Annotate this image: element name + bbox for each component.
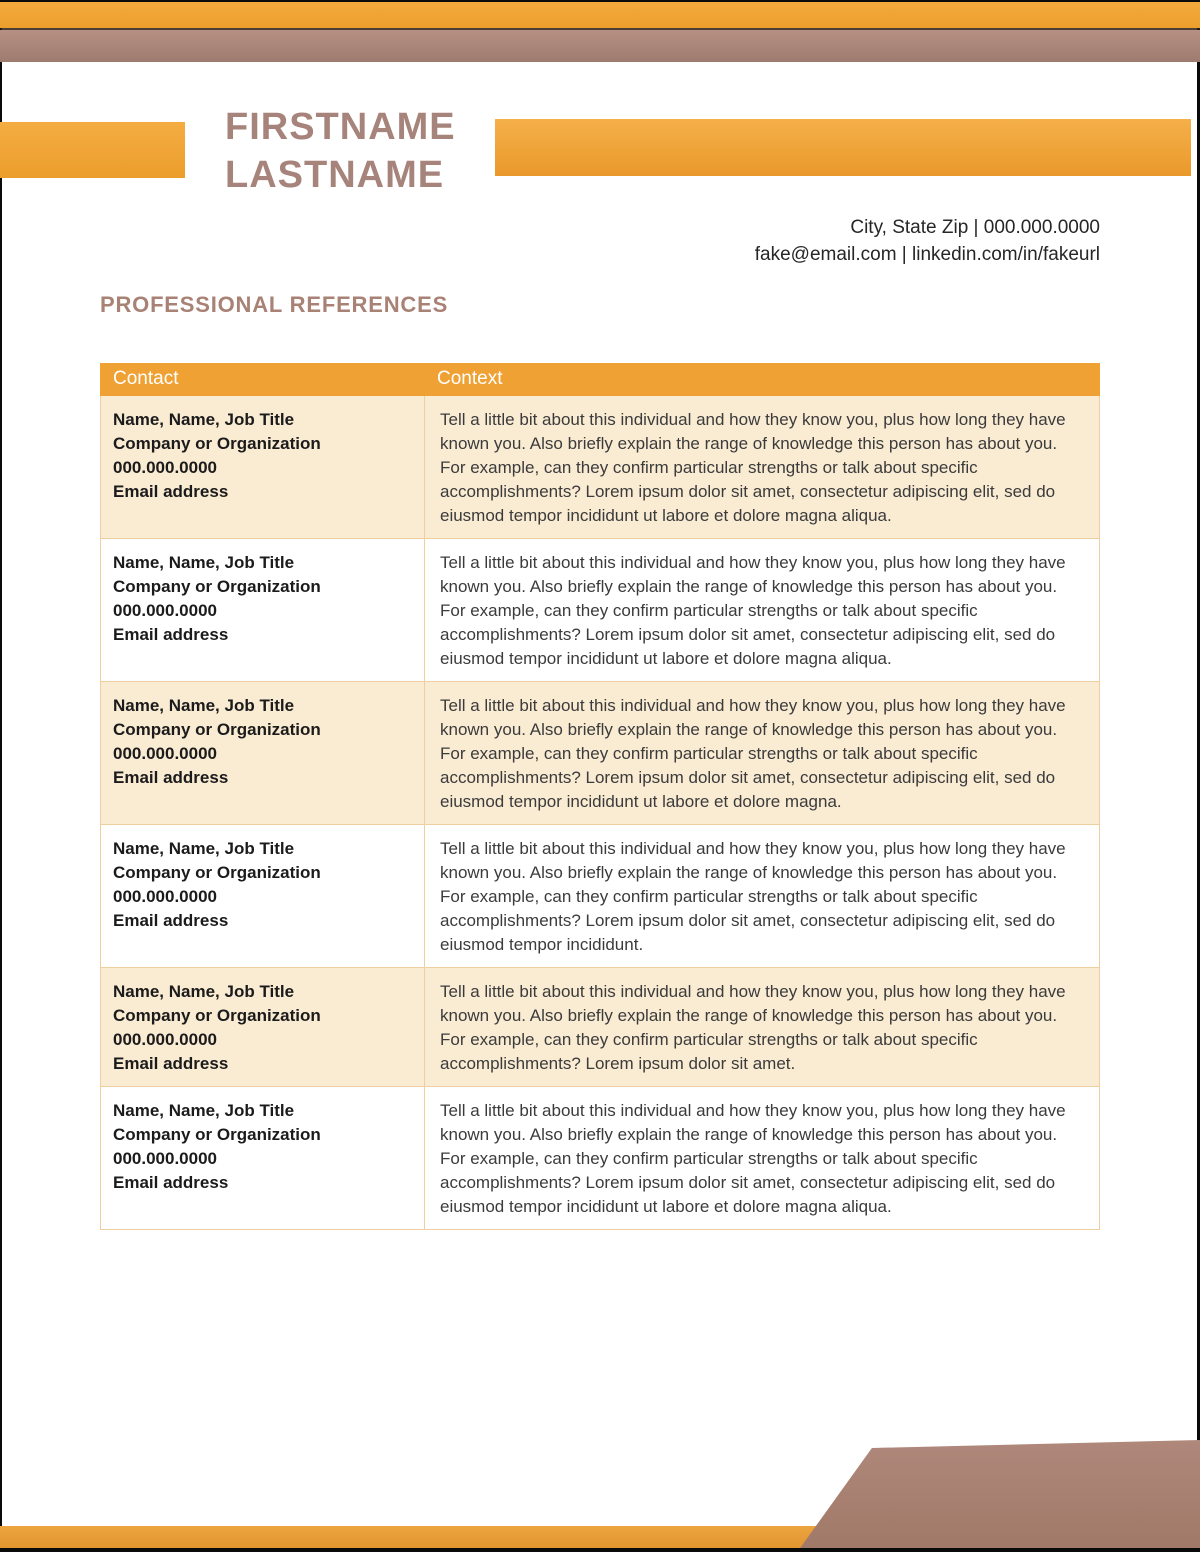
name-left-accent-bar xyxy=(0,122,185,178)
references-table xyxy=(100,363,1100,1230)
contact-cell xyxy=(101,396,425,539)
contact-line: Email address xyxy=(113,482,229,501)
contact-line: Name, Name, Job Title xyxy=(113,839,295,858)
column-header-context: Context xyxy=(425,364,1100,396)
name-right-accent-bar xyxy=(495,119,1191,176)
table-row xyxy=(101,539,1100,682)
contact-cell xyxy=(101,682,425,825)
context-cell: Tell a little bit about this individual and how they know you, plus how long they have known you. Also briefly explain the range of knowledge this person has about you. For example, can they confirm particular strengths or talk about specific accomplishments? Lorem ipsum dolor sit amet, consectetur adipiscing elit, sed do eiusmod tempor incididunt. xyxy=(425,825,1100,968)
contact-line: Name, Name, Job Title xyxy=(113,1101,295,1120)
contact-line: 000.000.0000 xyxy=(113,887,217,906)
table-row xyxy=(101,1087,1100,1230)
contact-line: 000.000.0000 xyxy=(113,601,217,620)
contact-line: 000.000.0000 xyxy=(113,1030,217,1049)
top-orange-bar xyxy=(0,2,1200,28)
context-cell: Tell a little bit about this individual and how they know you, plus how long they have known you. Also briefly explain the range of knowledge this person has about you. For example, can they confirm particular strengths or talk about specific accomplishments? Lorem ipsum dolor sit amet, consectetur adipiscing elit, sed do eiusmod tempor incididunt ut labore et dolore magna aliqua. xyxy=(425,396,1100,539)
table-row xyxy=(101,825,1100,968)
contact-line: 000.000.0000 xyxy=(113,744,217,763)
top-mauve-bar xyxy=(0,30,1200,62)
contact-info xyxy=(755,214,1100,268)
column-header-contact: Contact xyxy=(101,364,425,396)
contact-line: 000.000.0000 xyxy=(113,1149,217,1168)
context-cell: Tell a little bit about this individual and how they know you, plus how long they have known you. Also briefly explain the range of knowledge this person has about you. For example, can they confirm particular strengths or talk about specific accomplishments? Lorem ipsum dolor sit amet, consectetur adipiscing elit, sed do eiusmod tempor incididunt ut labore et dolore magna aliqua. xyxy=(425,1087,1100,1230)
page-border-left xyxy=(0,0,2,1552)
contact-line: Name, Name, Job Title xyxy=(113,553,295,572)
contact-line: Name, Name, Job Title xyxy=(113,410,295,429)
page-border-bottom xyxy=(0,1548,1200,1552)
section-title: PROFESSIONAL REFERENCES xyxy=(100,292,449,317)
contact-line: Email address xyxy=(113,625,229,644)
contact-line: Email address xyxy=(113,768,229,787)
context-cell: Tell a little bit about this individual and how they know you, plus how long they have known you. Also briefly explain the range of knowledge this person has about you. For example, can they confirm particular strengths or talk about specific accomplishments? Lorem ipsum dolor sit amet, consectetur adipiscing elit, sed do eiusmod tempor incididunt ut labore et dolore magna. xyxy=(425,682,1100,825)
contact-line: Name, Name, Job Title xyxy=(113,982,295,1001)
context-cell: Tell a little bit about this individual and how they know you, plus how long they have known you. Also briefly explain the range of knowledge this person has about you. For example, can they confirm particular strengths or talk about specific accomplishments? Lorem ipsum dolor sit amet, consectetur adipiscing elit, sed do eiusmod tempor incididunt ut labore et dolore magna aliqua. xyxy=(425,539,1100,682)
table-row xyxy=(101,682,1100,825)
table-row xyxy=(101,968,1100,1087)
contact-line: Company or Organization xyxy=(113,720,321,739)
contact-line: 000.000.0000 xyxy=(113,458,217,477)
contact-line: Email address xyxy=(113,1054,229,1073)
contact-line: Company or Organization xyxy=(113,863,321,882)
context-cell: Tell a little bit about this individual and how they know you, plus how long they have known you. Also briefly explain the range of knowledge this person has about you. For example, can they confirm particular strengths or talk about specific accomplishments? Lorem ipsum dolor sit amet. xyxy=(425,968,1100,1087)
contact-cell xyxy=(101,968,425,1087)
references-table-body xyxy=(101,396,1100,1230)
contact-line: Company or Organization xyxy=(113,1006,321,1025)
contact-line: Company or Organization xyxy=(113,577,321,596)
contact-line-email-linkedin: fake@email.com | linkedin.com/in/fakeurl xyxy=(754,244,1100,265)
name-block xyxy=(225,103,456,199)
table-header-row xyxy=(101,364,1100,396)
contact-cell xyxy=(101,539,425,682)
contact-line: Name, Name, Job Title xyxy=(113,696,295,715)
contact-line-location-phone: City, State Zip | 000.000.0000 xyxy=(850,217,1100,238)
contact-line: Company or Organization xyxy=(113,1125,321,1144)
last-name: LASTNAME xyxy=(225,154,445,196)
contact-line: Email address xyxy=(113,911,229,930)
first-name: FIRSTNAME xyxy=(225,106,456,148)
table-row xyxy=(101,396,1100,539)
bottom-mauve-shape xyxy=(770,1440,1200,1548)
contact-line: Company or Organization xyxy=(113,434,321,453)
contact-line: Email address xyxy=(113,1173,229,1192)
contact-cell xyxy=(101,825,425,968)
contact-cell xyxy=(101,1087,425,1230)
